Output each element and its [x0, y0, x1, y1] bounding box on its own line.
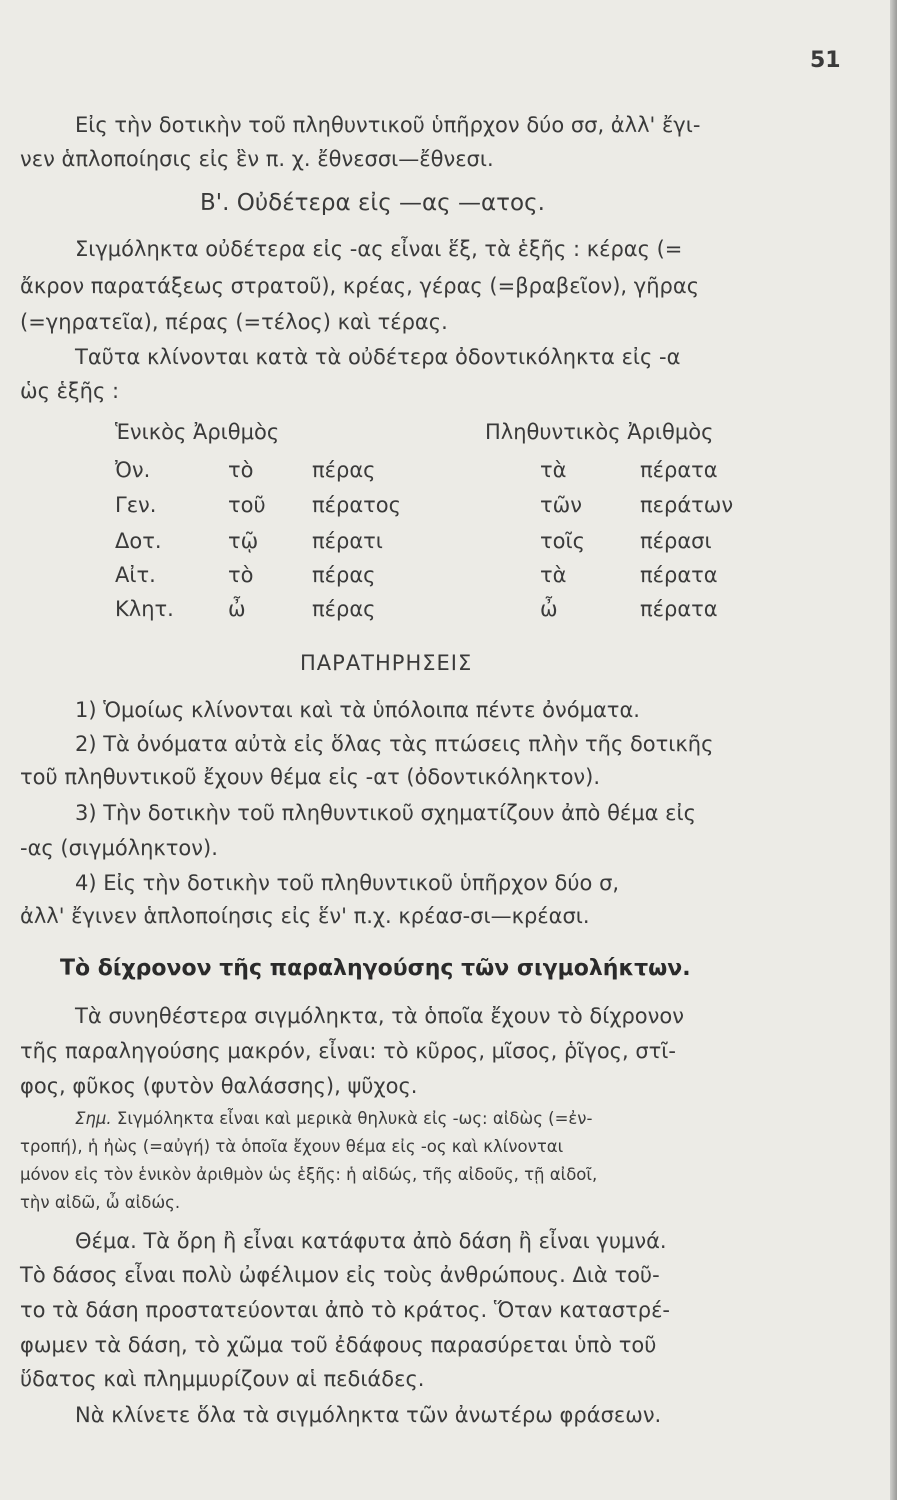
form-singular: πέρας [312, 458, 376, 482]
remark-line: ἀλλ' ἔγινεν ἁπλοποίησις εἰς ἕν' π.χ. κρέασ-σι—κρέασι. [20, 904, 590, 928]
note-line: μόνον εἰς τὸν ἑνικὸν ἀριθμὸν ὡς ἑξῆς: ἡ αἰδώς, τῆς αἰδοῦς, τῇ αἰδοῖ, [20, 1165, 598, 1184]
page-edge [890, 0, 897, 1500]
remark-line: -ας (σιγμόληκτον). [20, 836, 218, 860]
remark-line: 1) Ὁμοίως κλίνονται καὶ τὰ ὑπόλοιπα πέντε ὀνόματα. [75, 698, 640, 722]
exercise-line: Τὸ δάσος εἶναι πολὺ ὠφέλιμον εἰς τοὺς ἀνθρώπους. Διὰ τοῦ- [20, 1263, 660, 1287]
article-singular: ὦ [228, 597, 246, 621]
remark-line: τοῦ πληθυντικοῦ ἔχουν θέμα εἰς -ατ (ὀδοντικόληκτον). [20, 765, 601, 789]
note-label: Σημ. [75, 1109, 112, 1128]
exercise-line: φωμεν τὰ δάση, τὸ χῶμα τοῦ ἐδάφους παρασύρεται ὑπὸ τοῦ [20, 1333, 657, 1357]
exercise-text: Τὰ ὄρη ἢ εἶναι κατάφυτα ἀπὸ δάση ἢ εἶναι γυμνά. [143, 1229, 667, 1253]
remarks-title: ΠΑΡΑΤΗΡΗΣΕΙΣ [300, 651, 473, 675]
note-line [75, 1108, 592, 1130]
section-b-line: Σιγμόληκτα οὐδέτερα εἰς -ας εἶναι ἕξ, τὰ ἑξῆς : κέρας (= [75, 237, 683, 261]
section-b-line: ἄκρον παρατάξεως στρατοῦ), κρέας, γέρας (=βραβεῖον), γῆρας [20, 274, 700, 298]
article-plural: τὰ [540, 563, 567, 587]
article-singular: τὸ [228, 563, 254, 587]
dichronon-line: τῆς παραληγούσης μακρόν, εἶναι: τὸ κῦρος, μῖσος, ῥῖγος, στῖ- [20, 1039, 676, 1063]
case-label: Αἰτ. [115, 563, 156, 587]
exercise-line: ὕδατος καὶ πλημμυρίζουν αἱ πεδιάδες. [20, 1367, 425, 1391]
exercise-line: Νὰ κλίνετε ὅλα τὰ σιγμόληκτα τῶν ἀνωτέρω φράσεων. [75, 1403, 662, 1427]
remark-line: 3) Τὴν δοτικὴν τοῦ πληθυντικοῦ σχηματίζουν ἀπὸ θέμα εἰς [75, 801, 696, 825]
note-line: τροπή), ἡ ἠὼς (=αὐγή) τὰ ὁποῖα ἔχουν θέμα εἰς -ος καὶ κλίνονται [20, 1137, 564, 1156]
form-plural: πέρατα [640, 597, 718, 621]
intro-line: Εἰς τὴν δοτικὴν τοῦ πληθυντικοῦ ὑπῆρχον δύο σσ, ἀλλ' ἔγι- [75, 113, 701, 137]
plural-header: Πληθυντικὸς Ἀριθμὸς [485, 420, 714, 444]
article-plural: τὰ [540, 458, 567, 482]
article-singular: τοῦ [228, 493, 266, 517]
article-singular: τῷ [228, 529, 259, 553]
case-label: Ὀν. [115, 458, 151, 482]
form-plural: πέρατα [640, 458, 718, 482]
dichronon-title: Τὸ δίχρονον τῆς παραληγούσης τῶν σιγμολήκτων. [60, 956, 691, 981]
exercise-label: Θέμα. [75, 1229, 137, 1253]
section-b-title: Β'. Οὐδέτερα εἰς —ας —ατος. [200, 190, 545, 216]
section-b-line: Ταῦτα κλίνονται κατὰ τὰ οὐδέτερα ὀδοντικόληκτα εἰς -α [75, 345, 681, 369]
remark-line: 4) Εἰς τὴν δοτικὴν τοῦ πληθυντικοῦ ὑπῆρχον δύο σ, [75, 871, 620, 895]
section-b-line: ὡς ἑξῆς : [20, 379, 120, 403]
note-line: τὴν αἰδῶ, ὦ αἰδώς. [20, 1193, 181, 1212]
note-text: Σιγμόληκτα εἶναι καὶ μερικὰ θηλυκὰ εἰς -ως: αἰδὼς (=ἐν- [116, 1109, 593, 1128]
section-b-line: (=γηρατεῖα), πέρας (=τέλος) καὶ τέρας. [20, 310, 448, 334]
page-number: 51 [810, 48, 841, 73]
article-plural: ὦ [540, 597, 558, 621]
article-plural: τοῖς [540, 529, 585, 553]
exercise-line [75, 1228, 667, 1254]
article-singular: τὸ [228, 458, 254, 482]
singular-header: Ἑνικὸς Ἀριθμὸς [115, 420, 280, 444]
form-singular: πέρατος [312, 493, 401, 517]
form-plural: πέρατα [640, 563, 718, 587]
case-label: Γεν. [115, 493, 157, 517]
form-singular: πέρας [312, 597, 376, 621]
article-plural: τῶν [540, 493, 582, 517]
dichronon-line: Τὰ συνηθέστερα σιγμόληκτα, τὰ ὁποῖα ἔχουν τὸ δίχρονον [75, 1004, 684, 1028]
form-singular: πέρας [312, 563, 376, 587]
form-plural: πέρασι [640, 529, 712, 553]
remark-line: 2) Τὰ ὀνόματα αὐτὰ εἰς ὅλας τὰς πτώσεις πλὴν τῆς δοτικῆς [75, 732, 714, 756]
form-singular: πέρατι [312, 529, 383, 553]
case-label: Κλητ. [115, 597, 174, 621]
exercise-line: το τὰ δάση προστατεύονται ἀπὸ τὸ κράτος. Ὅταν καταστρέ- [20, 1298, 670, 1322]
case-label: Δοτ. [115, 529, 162, 553]
intro-line: νεν ἁπλοποίησις εἰς ἓν π. χ. ἔθνεσσι—ἔθνεσι. [20, 147, 494, 171]
dichronon-line: φος, φῦκος (φυτὸν θαλάσσης), ψῦχος. [20, 1074, 418, 1098]
form-plural: περάτων [640, 493, 734, 517]
